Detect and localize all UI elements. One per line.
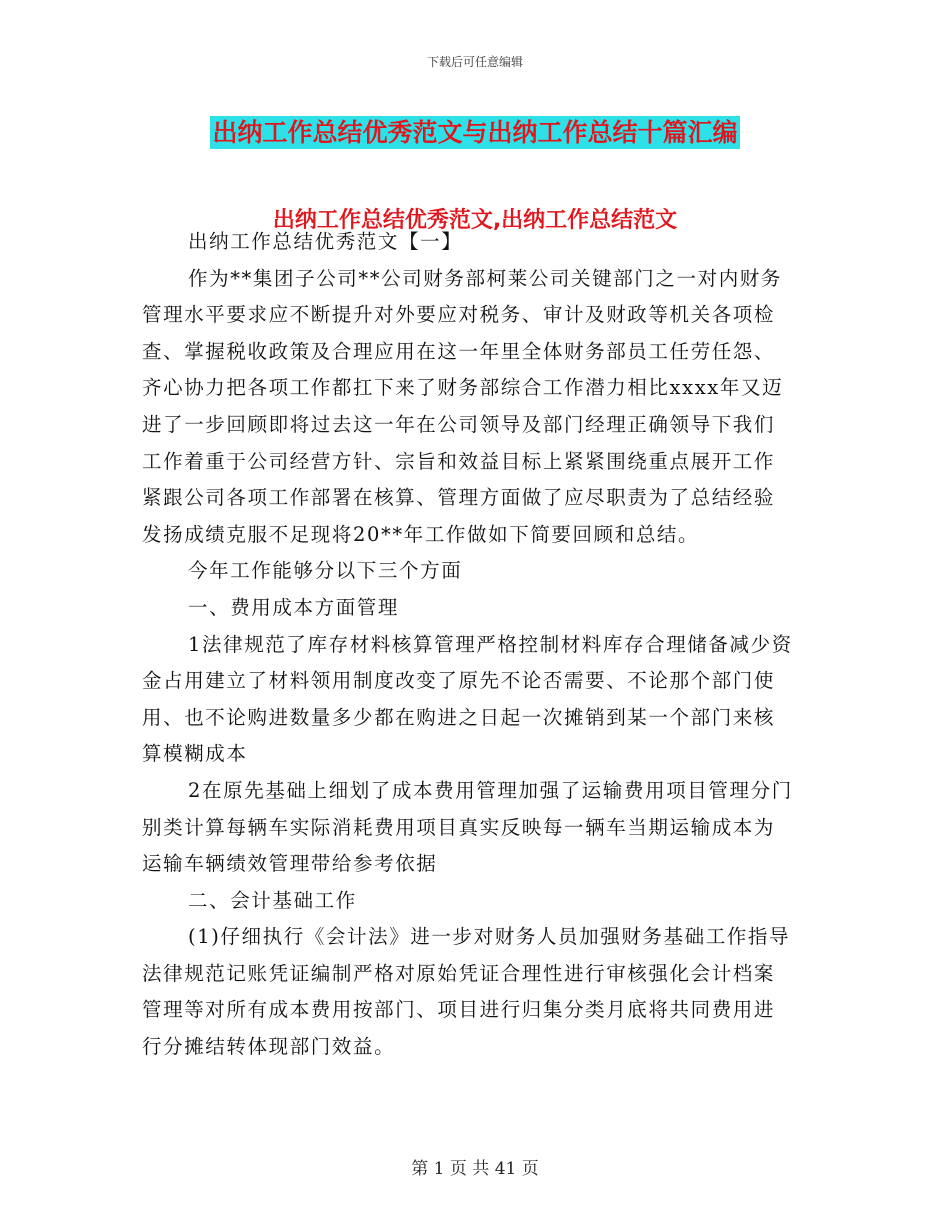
text-line: 进了一步回顾即将过去这一年在公司领导及部门经理正确领导下我们 (142, 412, 776, 436)
text-line: 作为**集团子公司**公司财务部柯莱公司关键部门之一对内财务 (188, 266, 783, 290)
text-line: 行分摊结转体现部门效益。 (142, 1035, 396, 1059)
text-line: 发扬成绩克服不足现将20**年工作做如下简要回顾和总结。 (142, 522, 700, 546)
text-line: 齐心协力把各项工作都扛下来了财务部综合工作潜力相比xxxx年又迈 (142, 376, 784, 400)
text-line: 1法律规范了库存材料核算管理严格控制材料库存合理储备减少资 (188, 632, 793, 656)
text-line: 管理等对所有成本费用按部门、项目进行归集分类月底将共同费用进 (142, 998, 776, 1022)
document-body (142, 224, 814, 1066)
text-line: 运输车辆绩效管理带给参考依据 (142, 852, 438, 876)
text-line: 金占用建立了材料领用制度改变了原先不论否需要、不论那个部门使 (142, 669, 776, 693)
text-line: 一、费用成本方面管理 (188, 595, 400, 619)
text-line: 今年工作能够分以下三个方面 (188, 559, 463, 583)
text-line: 2在原先基础上细划了成本费用管理加强了运输费用项目管理分门 (188, 778, 793, 802)
text-line: 紧跟公司各项工作部署在核算、管理方面做了应尽职责为了总结经验 (142, 486, 776, 510)
page-footer: 第 1 页 共 41 页 (411, 1159, 539, 1179)
sub-title: 出纳工作总结优秀范文,出纳工作总结范文 (272, 208, 678, 233)
text-line: (1)仔细执行《会计法》进一步对财务人员加强财务基础工作指导 (188, 925, 791, 949)
text-line: 二、会计基础工作 (188, 888, 357, 912)
text-line: 查、掌握税收政策及合理应用在这一年里全体财务部员工任劳任怨、 (142, 339, 776, 363)
main-title-text: 出纳工作总结优秀范文与出纳工作总结十篇汇编 (212, 118, 738, 147)
text-line: 算模糊成本 (142, 742, 248, 766)
main-title (0, 113, 950, 149)
text-line: 工作着重于公司经营方针、宗旨和效益目标上紧紧围绕重点展开工作 (142, 449, 776, 473)
text-line: 出纳工作总结优秀范文【一】 (188, 230, 463, 253)
header-note: 下载后可任意编辑 (426, 55, 523, 69)
text-line: 别类计算每辆车实际消耗费用项目真实反映每一辆车当期运输成本为 (142, 815, 776, 839)
text-line: 法律规范记账凭证编制严格对原始凭证合理性进行审核强化会计档案 (142, 961, 776, 985)
text-line: 用、也不论购进数量多少都在购进之日起一次摊销到某一个部门来核 (142, 705, 776, 729)
text-line: 管理水平要求应不断提升对外要应对税务、审计及财政等机关各项检 (142, 303, 776, 327)
